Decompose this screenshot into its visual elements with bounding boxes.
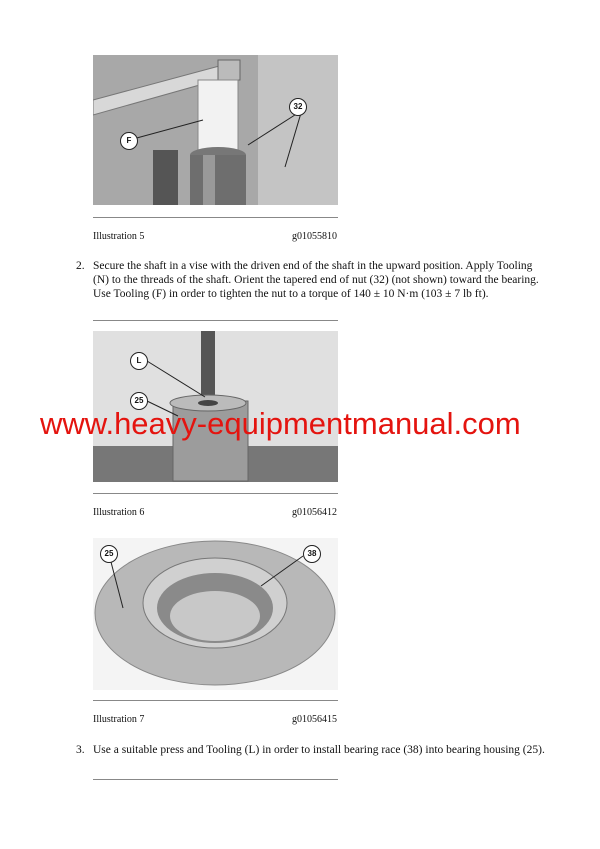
illustration-7-photo [93,538,338,690]
divider [93,320,338,321]
illustration-6-label: Illustration 6 [93,507,145,518]
bearing-housing-image [93,538,338,690]
illustration-5-label: Illustration 5 [93,231,145,242]
divider [93,700,338,701]
callout-38: 38 [303,545,321,563]
step-number: 2. [76,260,85,272]
illustration-7-code: g01056415 [292,714,337,725]
step-number: 3. [76,744,85,756]
step-text: Secure the shaft in a vise with the driven end of the shaft in the upward position. Apply Tooling (N) to the threads of the shaft. Orient the tapered end of nut (32) (not shown) toward the bearing. Use Tooling (F) in order to tighten the nut to a torque of 140 ± 10 N·m (103 ± 7 lb ft). [93,260,539,300]
watermark: www.heavy-equipmentmanual.com [40,406,521,441]
callout-25: 25 [130,392,148,410]
callout-L: L [130,352,148,370]
callout-25: 25 [100,545,118,563]
step-2 [76,259,546,301]
step-3 [76,743,546,757]
illustration-7-label: Illustration 7 [93,714,145,725]
callout-F: F [120,132,138,150]
illustration-6-code: g01056412 [292,507,337,518]
callout-32: 32 [289,98,307,116]
divider [93,493,338,494]
step-text: Use a suitable press and Tooling (L) in order to install bearing race (38) into bearing housing (25). [93,744,545,756]
divider [93,217,338,218]
illustration-5-code: g01055810 [292,231,337,242]
tool-on-shaft-image [93,55,338,205]
illustration-5-photo [93,55,338,205]
divider [93,779,338,780]
